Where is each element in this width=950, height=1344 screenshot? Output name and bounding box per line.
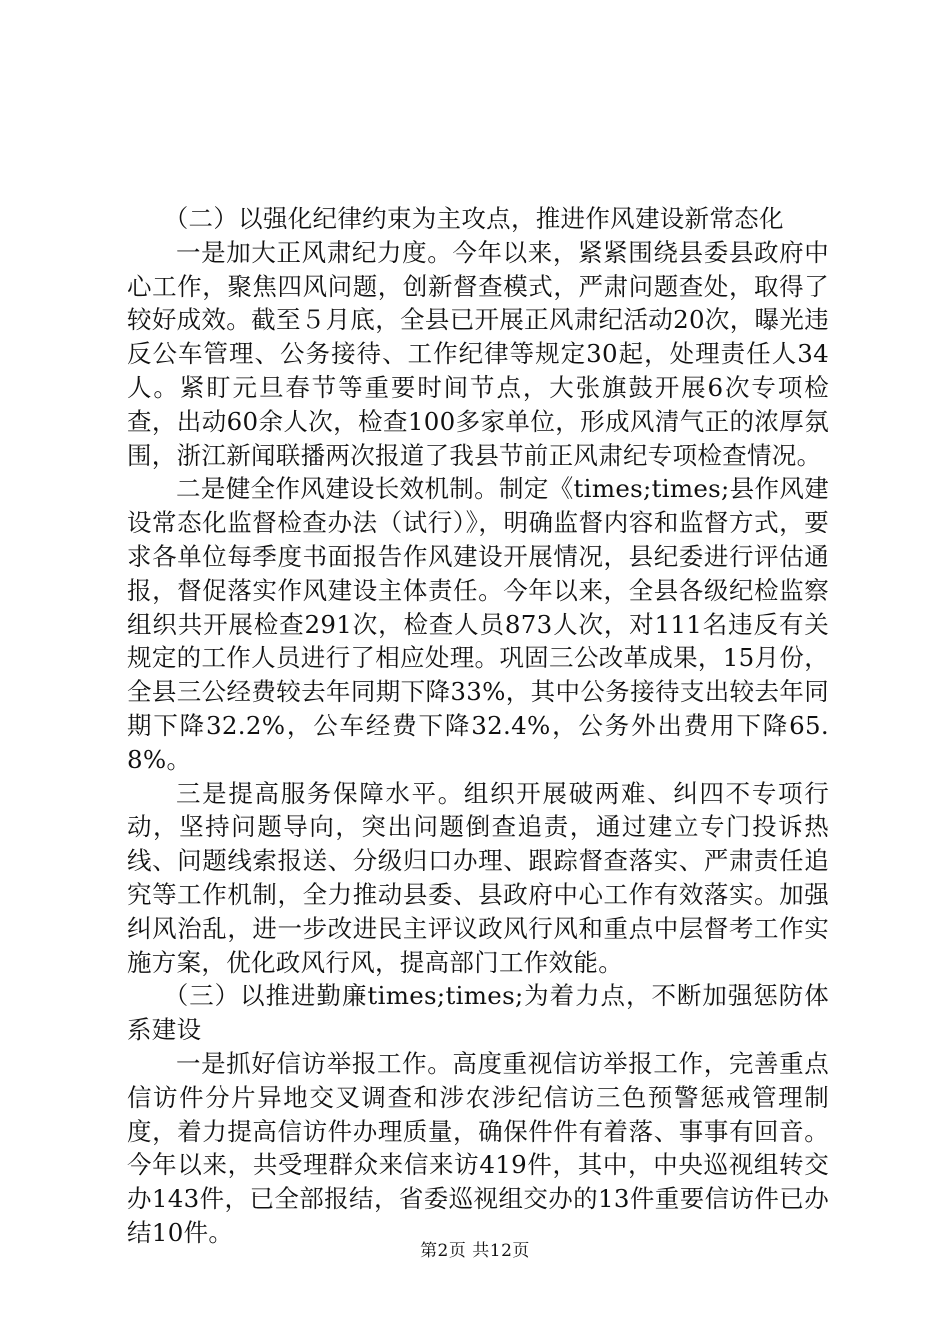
- page-number-footer: 第2页 共12页: [420, 1241, 530, 1261]
- paragraph: 一是加大正风肃纪力度。今年以来，紧紧围绕县委县政府中心工作，聚焦四风问题，创新督查模式，严肃问题查处，取得了较好成效。截至５月底，全县已开展正风肃纪活动20次，曝光违反公车管理、公务接待、工作纪律等规定30起，处理责任人34人。紧盯元旦春节等重要时间节点，大张旗鼓开展6次专项检查，出动60余人次，检查100多家单位，形成风清气正的浓厚氛围，浙江新闻联播两次报道了我县节前正风肃纪专项检查情况。: [127, 237, 829, 470]
- section-heading-3: （三）以推进勤廉times;times;为着力点，不断加强惩防体系建设: [127, 981, 829, 1045]
- paragraph: 二是健全作风建设长效机制。制定《times;times;县作风建设常态化监督检查办法（试行）》，明确监督内容和监督方式，要求各单位每季度书面报告作风建设开展情况，县纪委进行评估通报，督促落实作风建设主体责任。今年以来，全县各级纪检监察组织共开展检查291次，检查人员873人次，对111名违反有关规定的工作人员进行了相应处理。巩固三公改革成果，15月份，全县三公经费较去年同期下降33%，其中公务接待支出较去年同期下降32.2%，公车经费下降32.4%，公务外出费用下降65.8%。: [127, 474, 829, 774]
- document-body: [127, 202, 829, 1250]
- paragraph: 一是抓好信访举报工作。高度重视信访举报工作，完善重点信访件分片异地交叉调查和涉农涉纪信访三色预警惩戒管理制度，着力提高信访件办理质量，确保件件有着落、事事有回音。今年以来，共受理群众来信来访419件，其中，中央巡视组转交办143件，已全部报结，省委巡视组交办的13件重要信访件已办结10件。: [127, 1048, 829, 1247]
- section-heading-2: （二）以强化纪律约束为主攻点，推进作风建设新常态化: [163, 204, 784, 233]
- paragraph: 三是提高服务保障水平。组织开展破两难、纠四不专项行动，坚持问题导向，突出问题倒查追责，通过建立专门投诉热线、问题线索报送、分级归口办理、跟踪督查落实、严肃责任追究等工作机制，全力推动县委、县政府中心工作有效落实。加强纠风治乱，进一步改进民主评议政风行风和重点中层督考工作实施方案，优化政风行风，提高部门工作效能。: [127, 778, 829, 977]
